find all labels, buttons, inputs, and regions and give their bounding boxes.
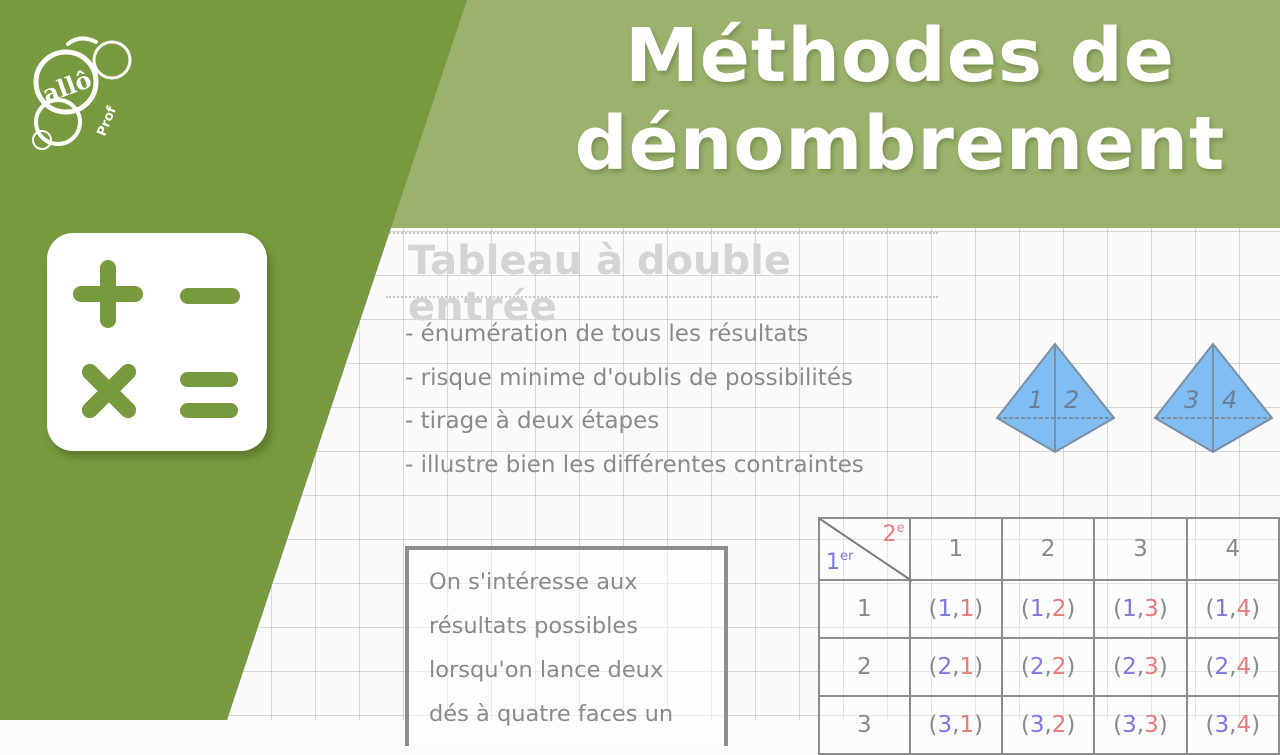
problem-line: On s'intéresse aux — [429, 569, 638, 595]
die-face-label: 2 — [1064, 386, 1080, 414]
table-cell: (1,1) — [910, 580, 1002, 638]
table-cell: (3,3) — [1094, 696, 1186, 754]
title-line-1: Méthodes de — [625, 13, 1175, 99]
table-cell: (3,1) — [910, 696, 1002, 754]
list-item: - risque minime d'oublis de possibilités — [405, 364, 853, 391]
logo-subtext: Prof — [94, 104, 120, 139]
table-cell: (3,4) — [1187, 696, 1279, 754]
calculator-icon — [47, 233, 267, 451]
row-header: 2 — [819, 638, 910, 696]
column-header: 2 — [1002, 518, 1094, 580]
slide-heading-text: Tableau à double entrée — [408, 238, 791, 330]
first-die-label: 1er — [826, 549, 854, 575]
list-item: - énumération de tous les résultats — [405, 321, 809, 347]
die-face-label: 3 — [1184, 386, 1200, 414]
problem-line: lorsqu'on lance deux — [429, 657, 664, 683]
table-cell: (1,3) — [1094, 580, 1186, 638]
outcomes-table — [818, 517, 1280, 755]
table-cell: (1,2) — [1002, 580, 1094, 638]
tetrahedral-die-1-icon — [996, 342, 1116, 454]
list-item: - illustre bien les différentes contraintes — [405, 451, 864, 478]
logo-text: allô — [38, 64, 96, 109]
problem-line: dés à quatre faces un — [429, 701, 674, 727]
table-row — [819, 696, 1279, 754]
row-header: 1 — [819, 580, 910, 638]
table-cell: (2,3) — [1094, 638, 1186, 696]
column-header: 1 — [910, 518, 1002, 580]
second-die-label: 2e — [882, 521, 905, 547]
table-cell: (1,4) — [1187, 580, 1279, 638]
table-row — [819, 580, 1279, 638]
advantages-list — [405, 314, 864, 488]
column-header: 3 — [1094, 518, 1186, 580]
slide-heading — [386, 232, 938, 330]
problem-line: résultats possibles — [429, 613, 638, 639]
die-face-label: 1 — [1028, 386, 1044, 414]
table-cell: (2,2) — [1002, 638, 1094, 696]
die-face-label: 4 — [1222, 386, 1238, 414]
title-line-2: dénombrement — [574, 101, 1226, 187]
table-cell: (2,1) — [910, 638, 1002, 696]
table-cell: (2,4) — [1187, 638, 1279, 696]
table-header-row — [819, 518, 1279, 580]
column-header: 4 — [1187, 518, 1279, 580]
table-row — [819, 638, 1279, 696]
allo-prof-logo[interactable] — [28, 22, 138, 152]
row-header: 3 — [819, 696, 910, 754]
list-item: - tirage à deux étapes — [405, 408, 660, 434]
table-corner-cell — [819, 518, 910, 580]
page-title — [540, 12, 1260, 188]
table-cell: (3,2) — [1002, 696, 1094, 754]
tetrahedral-die-2-icon — [1154, 342, 1274, 454]
problem-statement-box — [405, 546, 728, 746]
